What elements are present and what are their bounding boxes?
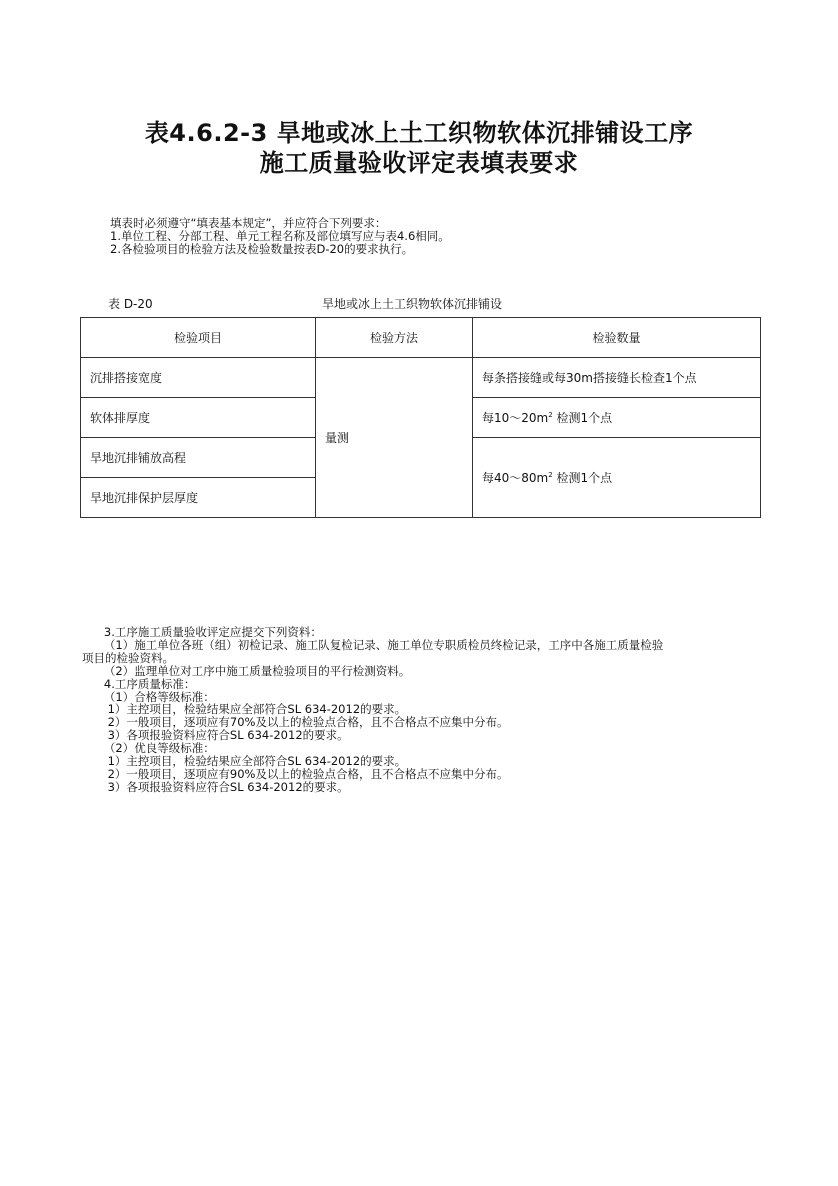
quantity-superscript: 2 bbox=[548, 471, 553, 479]
requirement-line: （1）施工单位各班（组）初检记录、施工队复检记录、施工单位专职质检员终检记录，工序中各施工质量检验 bbox=[82, 637, 664, 652]
header-method: 检验方法 bbox=[316, 318, 473, 358]
quantity-cell bbox=[473, 438, 761, 518]
quantity-text: 每10～20m bbox=[482, 411, 549, 425]
requirement-line: 3）各项报验资料应符合SL 634-2012的要求。 bbox=[82, 779, 349, 794]
page-title-line-2: 施工质量验收评定表填表要求 bbox=[259, 149, 579, 177]
item-cell: 软体排厚度 bbox=[81, 398, 316, 438]
requirement-line: 2）一般项目，逐项应有70%及以上的检验点合格，且不合格点不应集中分布。 bbox=[82, 715, 509, 730]
quantity-cell: 每条搭接缝或每30m搭接缝长检查1个点 bbox=[473, 358, 761, 398]
quantity-cell bbox=[473, 398, 761, 438]
intro-line-3: 2.各检验项目的检验方法及检验数量按表D-20的要求执行。 bbox=[110, 242, 414, 256]
requirement-line: 2）一般项目，逐项应有90%及以上的检验点合格，且不合格点不应集中分布。 bbox=[82, 766, 509, 781]
requirement-line: （2）监理单位对工序中施工质量检验项目的平行检测资料。 bbox=[82, 663, 411, 678]
header-item: 检验项目 bbox=[81, 318, 316, 358]
requirement-line: （2）优良等级标准： bbox=[82, 741, 215, 756]
item-cell: 沉排搭接宽度 bbox=[81, 358, 316, 398]
table-header-row bbox=[81, 318, 761, 358]
page-title-line-1: 表4.6.2-3 旱地或冰上土工织物软体沉排铺设工序 bbox=[144, 119, 694, 147]
item-cell: 旱地沉排铺放高程 bbox=[81, 438, 316, 478]
requirement-line: 3.工序施工质量验收评定应提交下列资料： bbox=[82, 625, 322, 639]
quantity-text: 检测1个点 bbox=[552, 411, 613, 425]
requirements-block bbox=[82, 626, 663, 794]
quantity-superscript: 2 bbox=[548, 411, 553, 419]
requirement-line: 1）主控项目，检验结果应全部符合SL 634-2012的要求。 bbox=[82, 702, 407, 717]
requirement-line: 1）主控项目，检验结果应全部符合SL 634-2012的要求。 bbox=[82, 754, 407, 769]
quantity-text: 每40～80m bbox=[482, 471, 549, 485]
table-caption-name: 旱地或冰上土工织物软体沉排铺设 bbox=[322, 297, 503, 311]
inspection-table bbox=[80, 317, 761, 518]
intro-line-2: 1.单位工程、分部工程、单元工程名称及部位填写应与表4.6相同。 bbox=[110, 229, 450, 243]
intro-line-1: 填表时必须遵守“填表基本规定”，并应符合下列要求： bbox=[110, 216, 387, 230]
requirement-line: 4.工序质量标准： bbox=[82, 676, 196, 691]
header-quantity: 检验数量 bbox=[473, 318, 761, 358]
requirement-line: （1）合格等级标准： bbox=[82, 689, 215, 704]
item-cell: 旱地沉排保护层厚度 bbox=[81, 478, 316, 518]
quantity-text: 检测1个点 bbox=[552, 471, 613, 485]
requirement-line: 3）各项报验资料应符合SL 634-2012的要求。 bbox=[82, 728, 349, 743]
requirement-line: 项目的检验资料。 bbox=[82, 650, 174, 665]
table-row bbox=[81, 358, 761, 398]
method-cell: 量测 bbox=[316, 358, 473, 518]
table-caption-label: 表 D-20 bbox=[108, 297, 153, 311]
